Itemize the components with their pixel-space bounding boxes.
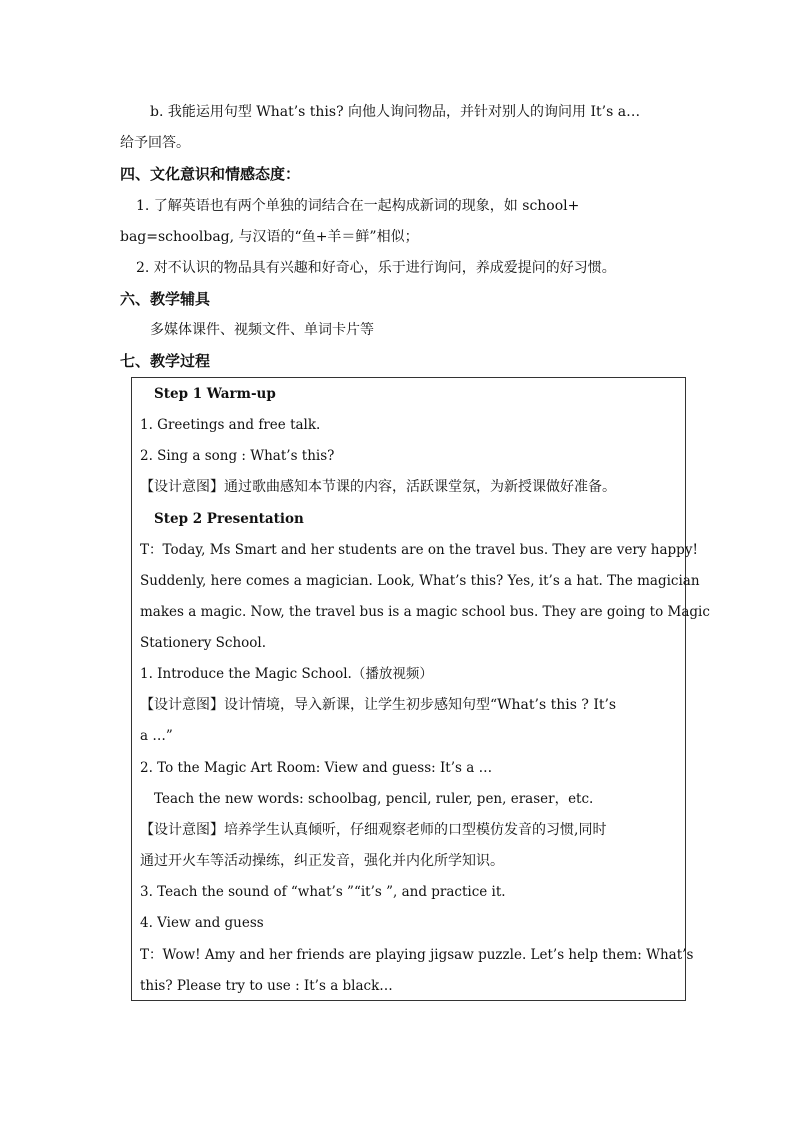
- item-art-room: 2. To the Magic Art Room: View and guess: It’s a …: [140, 760, 493, 776]
- step2-title: Step 2 Presentation: [154, 511, 304, 527]
- item-view-guess: 4. View and guess: [140, 915, 264, 931]
- objective-b-line2: 给予回答。: [120, 135, 190, 151]
- section6-heading: 六、教学辅具: [120, 290, 211, 308]
- section7-heading: 七、教学过程: [120, 352, 211, 370]
- design-intent-3-line2: 通过开火车等活动操练，纠正发音，强化并内化所学知识。: [140, 853, 504, 869]
- step1-item-song: 2. Sing a song : What’s this?: [140, 448, 335, 464]
- design-intent-2-line1: 【设计意图】设计情境，导入新课，让学生初步感知句型“What’s this ? It’s: [140, 697, 617, 713]
- section4-item2: 2. 对不认识的物品具有兴趣和好奇心，乐于进行询问，养成爱提问的好习惯。: [136, 260, 616, 276]
- teacher-talk-line3: makes a magic. Now, the travel bus is a magic school bus. They are going to Magic: [140, 604, 710, 620]
- teaching-process-table: [131, 377, 710, 1001]
- section4-item1-line1: 1. 了解英语也有两个单独的词结合在一起构成新词的现象，如 school+: [136, 198, 580, 214]
- teacher-talk2-line2: this? Please try to use : It’s a black…: [140, 978, 393, 994]
- teacher-talk-line4: Stationery School.: [140, 635, 267, 651]
- item-introduce-school: 1. Introduce the Magic School.（播放视频）: [140, 666, 433, 682]
- teach-new-words: Teach the new words: schoolbag, pencil, ruler, pen, eraser，etc.: [154, 791, 594, 807]
- step1-title: Step 1 Warm-up: [154, 386, 276, 402]
- step1-design-intent: 【设计意图】通过歌曲感知本节课的内容，活跃课堂氛，为新授课做好准备。: [140, 479, 616, 495]
- teacher-talk-line2: Suddenly, here comes a magician. Look, What’s this? Yes, it’s a hat. The magician: [140, 573, 700, 589]
- teacher-talk2-line1: T：Wow! Amy and her friends are playing jigsaw puzzle. Let’s help them: What’s: [140, 947, 694, 963]
- teacher-talk-line1: T：Today, Ms Smart and her students are on the travel bus. They are very happy!: [140, 542, 698, 558]
- objective-b-line1: b. 我能运用句型 What’s this? 向他人询问物品，并针对别人的询问用 It’s a…: [150, 104, 641, 120]
- section4-heading: 四、文化意识和情感态度：: [120, 165, 301, 183]
- design-intent-2-line2: a …”: [140, 728, 173, 744]
- item-teach-sound: 3. Teach the sound of “what’s ”“it’s ”, and practice it.: [140, 884, 506, 900]
- section4-item1-line2: bag=schoolbag, 与汉语的“鱼+羊＝鲜”相似；: [120, 229, 419, 245]
- step1-item-greetings: 1. Greetings and free talk.: [140, 417, 321, 433]
- design-intent-3-line1: 【设计意图】培养学生认真倾听，仔细观察老师的口型模仿发音的习惯,同时: [140, 822, 607, 838]
- section6-content: 多媒体课件、视频文件、单词卡片等: [150, 322, 374, 338]
